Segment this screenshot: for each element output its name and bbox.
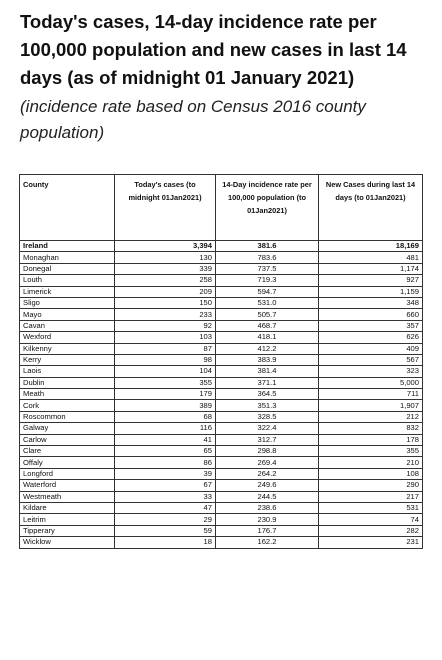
incidence-rate-cell: 594.7: [216, 286, 319, 297]
today-cases-cell: 355: [115, 377, 216, 388]
table-row: [20, 457, 423, 468]
column-header-county: County: [20, 175, 115, 241]
table-row: [20, 480, 423, 491]
table-row: [20, 434, 423, 445]
table-row: [20, 354, 423, 365]
new-cases-cell: 348: [319, 297, 423, 308]
new-cases-cell: 18,169: [319, 241, 423, 252]
today-cases-cell: 18: [115, 537, 216, 548]
new-cases-cell: 927: [319, 275, 423, 286]
today-cases-cell: 41: [115, 434, 216, 445]
county-cell: Meath: [20, 389, 115, 400]
table-row: [20, 366, 423, 377]
today-cases-cell: 33: [115, 491, 216, 502]
today-cases-cell: 339: [115, 263, 216, 274]
county-cell: Wicklow: [20, 537, 115, 548]
new-cases-cell: 210: [319, 457, 423, 468]
new-cases-cell: 355: [319, 446, 423, 457]
table-row: [20, 332, 423, 343]
new-cases-cell: 290: [319, 480, 423, 491]
today-cases-cell: 258: [115, 275, 216, 286]
today-cases-cell: 179: [115, 389, 216, 400]
table-row: [20, 491, 423, 502]
table-row: [20, 377, 423, 388]
table-row: [20, 400, 423, 411]
county-cell: Kerry: [20, 354, 115, 365]
incidence-rate-cell: 238.6: [216, 502, 319, 513]
today-cases-cell: 87: [115, 343, 216, 354]
new-cases-cell: 1,907: [319, 400, 423, 411]
new-cases-cell: 74: [319, 514, 423, 525]
new-cases-cell: 832: [319, 423, 423, 434]
county-cell: Waterford: [20, 480, 115, 491]
table-row: [20, 468, 423, 479]
county-cell: Cork: [20, 400, 115, 411]
county-cell: Monaghan: [20, 252, 115, 263]
table-row: [20, 343, 423, 354]
county-cell: Tipperary: [20, 525, 115, 536]
today-cases-cell: 92: [115, 320, 216, 331]
county-cell: Ireland: [20, 241, 115, 252]
incidence-rate-cell: 244.5: [216, 491, 319, 502]
incidence-rate-cell: 381.4: [216, 366, 319, 377]
new-cases-cell: 217: [319, 491, 423, 502]
incidence-rate-cell: 468.7: [216, 320, 319, 331]
incidence-rate-cell: 176.7: [216, 525, 319, 536]
incidence-rate-cell: 418.1: [216, 332, 319, 343]
county-cell: Carlow: [20, 434, 115, 445]
page-title: Today's cases, 14-day incidence rate per 100,000 population and new cases in last 14 days (as of midnight 01 January 2021): [20, 11, 407, 88]
incidence-rate-cell: 371.1: [216, 377, 319, 388]
today-cases-cell: 130: [115, 252, 216, 263]
table-header-row: [20, 175, 423, 241]
table-row: [20, 446, 423, 457]
incidence-rate-cell: 505.7: [216, 309, 319, 320]
new-cases-cell: 357: [319, 320, 423, 331]
county-cell: Cavan: [20, 320, 115, 331]
incidence-rate-cell: 328.5: [216, 411, 319, 422]
county-cell: Laois: [20, 366, 115, 377]
today-cases-cell: 103: [115, 332, 216, 343]
new-cases-cell: 1,174: [319, 263, 423, 274]
new-cases-cell: 481: [319, 252, 423, 263]
county-cell: Louth: [20, 275, 115, 286]
incidence-rate-cell: 783.6: [216, 252, 319, 263]
new-cases-cell: 5,000: [319, 377, 423, 388]
new-cases-cell: 108: [319, 468, 423, 479]
column-header-today-cases: Today's cases (to midnight 01Jan2021): [115, 175, 216, 241]
county-cell: Westmeath: [20, 491, 115, 502]
incidence-rate-cell: 737.5: [216, 263, 319, 274]
new-cases-cell: 323: [319, 366, 423, 377]
county-cases-table: [19, 174, 423, 549]
incidence-rate-cell: 351.3: [216, 400, 319, 411]
incidence-rate-cell: 322.4: [216, 423, 319, 434]
incidence-rate-cell: 298.8: [216, 446, 319, 457]
table-body: [20, 241, 423, 549]
table-row: [20, 320, 423, 331]
column-header-new-cases: New Cases during last 14 days (to 01Jan2021): [319, 175, 423, 241]
today-cases-cell: 3,394: [115, 241, 216, 252]
table-row: [20, 389, 423, 400]
table-row: [20, 297, 423, 308]
new-cases-cell: 231: [319, 537, 423, 548]
county-cell: Wexford: [20, 332, 115, 343]
table-row: [20, 537, 423, 548]
incidence-rate-cell: 230.9: [216, 514, 319, 525]
today-cases-cell: 29: [115, 514, 216, 525]
today-cases-cell: 65: [115, 446, 216, 457]
today-cases-cell: 104: [115, 366, 216, 377]
county-cell: Sligo: [20, 297, 115, 308]
incidence-rate-cell: 719.3: [216, 275, 319, 286]
table-row: [20, 525, 423, 536]
new-cases-cell: 409: [319, 343, 423, 354]
new-cases-cell: 1,159: [319, 286, 423, 297]
today-cases-cell: 39: [115, 468, 216, 479]
today-cases-cell: 233: [115, 309, 216, 320]
page-subtitle: (incidence rate based on Census 2016 county population): [20, 97, 366, 142]
county-cell: Limerick: [20, 286, 115, 297]
table-row: [20, 241, 423, 252]
incidence-rate-cell: 364.5: [216, 389, 319, 400]
county-cell: Mayo: [20, 309, 115, 320]
incidence-rate-cell: 249.6: [216, 480, 319, 491]
today-cases-cell: 68: [115, 411, 216, 422]
today-cases-cell: 116: [115, 423, 216, 434]
incidence-rate-cell: 383.9: [216, 354, 319, 365]
today-cases-cell: 67: [115, 480, 216, 491]
county-cell: Roscommon: [20, 411, 115, 422]
today-cases-cell: 209: [115, 286, 216, 297]
today-cases-cell: 389: [115, 400, 216, 411]
county-cell: Longford: [20, 468, 115, 479]
table-row: [20, 275, 423, 286]
today-cases-cell: 86: [115, 457, 216, 468]
today-cases-cell: 47: [115, 502, 216, 513]
table-row: [20, 411, 423, 422]
today-cases-cell: 150: [115, 297, 216, 308]
incidence-rate-cell: 412.2: [216, 343, 319, 354]
county-cell: Donegal: [20, 263, 115, 274]
table-row: [20, 423, 423, 434]
incidence-rate-cell: 269.4: [216, 457, 319, 468]
new-cases-cell: 178: [319, 434, 423, 445]
table-row: [20, 263, 423, 274]
county-cell: Dublin: [20, 377, 115, 388]
incidence-rate-cell: 381.6: [216, 241, 319, 252]
new-cases-cell: 626: [319, 332, 423, 343]
county-cell: Galway: [20, 423, 115, 434]
new-cases-cell: 531: [319, 502, 423, 513]
incidence-rate-cell: 312.7: [216, 434, 319, 445]
new-cases-cell: 212: [319, 411, 423, 422]
county-cell: Kilkenny: [20, 343, 115, 354]
new-cases-cell: 711: [319, 389, 423, 400]
incidence-rate-cell: 531.0: [216, 297, 319, 308]
today-cases-cell: 59: [115, 525, 216, 536]
new-cases-cell: 567: [319, 354, 423, 365]
county-cell: Kildare: [20, 502, 115, 513]
column-header-incidence-rate: 14-Day incidence rate per 100,000 population (to 01Jan2021): [216, 175, 319, 241]
today-cases-cell: 98: [115, 354, 216, 365]
incidence-rate-cell: 162.2: [216, 537, 319, 548]
county-cell: Leitrim: [20, 514, 115, 525]
table-row: [20, 252, 423, 263]
table-row: [20, 309, 423, 320]
table-row: [20, 286, 423, 297]
new-cases-cell: 660: [319, 309, 423, 320]
incidence-rate-cell: 264.2: [216, 468, 319, 479]
table-row: [20, 514, 423, 525]
table-row: [20, 502, 423, 513]
county-cell: Offaly: [20, 457, 115, 468]
new-cases-cell: 282: [319, 525, 423, 536]
county-cell: Clare: [20, 446, 115, 457]
